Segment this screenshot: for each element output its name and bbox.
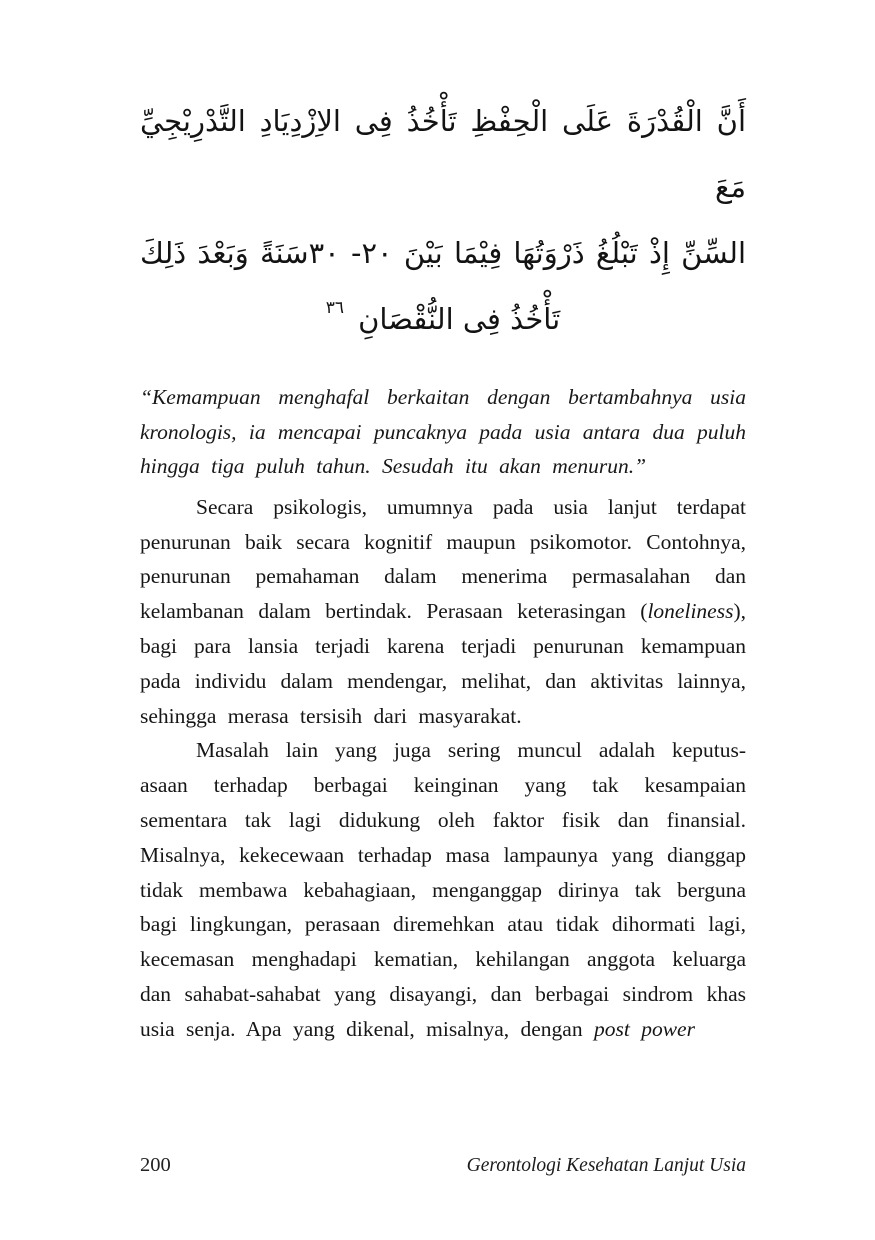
arabic-line-1: أَنَّ الْقُدْرَةَ عَلَى الْحِفْظِ تَأْخُذُ فِى الاِزْدِيَادِ التَّدْرِيْجِيِّ مَعَ: [140, 104, 746, 204]
paragraph2-italic-term: post power: [593, 1016, 695, 1041]
footnote-marker: ٣٦: [325, 298, 345, 318]
arabic-line-2: السِّنِّ إِذْ تَبْلُغُ ذَرْوَتُهَا فِيْمَا بَيْنَ ٢٠- ٣٠سَنَةً وَبَعْدَ ذَلِكَ: [140, 236, 747, 270]
page-footer: [140, 1154, 746, 1177]
paragraph1-text-before: Secara psikologis, umumnya pada usia lanjut terdapat penurunan baik secara kognitif maupun psikomotor. Contohnya, penurunan pemahaman dalam menerima permasalahan dan kelambanan dalam bertindak. Perasaan keterasingan (: [140, 494, 746, 624]
translation-quote: “Kemampuan menghafal berkaitan dengan bertambahnya usia kronologis, ia mencapai puncaknya pada usia antara dua puluh hingga tiga puluh tahun. Sesudah itu akan menurun.”: [140, 385, 746, 479]
page-content: [140, 0, 746, 1047]
arabic-line-3-text: تَأْخُذُ فِى النُّقْصَانِ: [358, 302, 561, 336]
paragraph1-italic-term: loneliness: [647, 599, 734, 624]
paragraph-other-problems: [140, 733, 746, 1046]
arabic-line-3: [140, 286, 746, 352]
paragraph2-text-before: Masalah lain yang juga sering muncul adalah keputus-asaan terhadap berbagai keinginan yang tak kesampaian sementara tak lagi didukung oleh faktor fisik dan finansial. Misalnya, kekecewaan terhadap masa lampaunya yang dianggap tidak membawa kebahagiaan, menganggap dirinya tak berguna bagi lingkungan, perasaan diremehkan atau tidak dihormati lagi, kecemasan menghadapi kematian, kehilangan anggota keluarga dan sahabat-sahabat yang disayangi, dan berbagai sindrom khas usia senja. Apa yang dikenal, misalnya, dengan: [140, 738, 746, 1041]
arabic-quote-block: [140, 88, 746, 352]
running-title: Gerontologi Kesehatan Lanjut Usia: [466, 1155, 746, 1176]
paragraph1-text-after: ), bagi para lansia terjadi karena terjadi penurunan kemampuan pada individu dalam mendengar, melihat, dan aktivitas lainnya, sehingga merasa tersisih dari masyarakat.: [140, 599, 746, 728]
page-number: 200: [140, 1154, 171, 1176]
paragraph-psychological-decline: [140, 490, 746, 734]
